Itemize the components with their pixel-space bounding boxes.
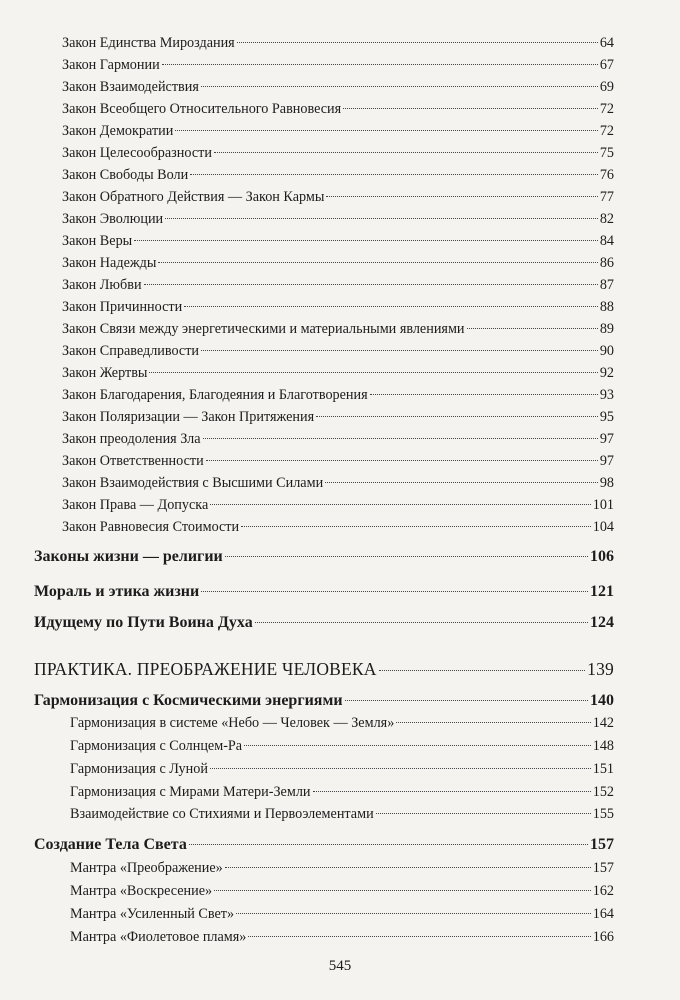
toc-entry-page: 166 (592, 929, 614, 945)
toc-entry-page: 164 (592, 906, 614, 922)
dot-leader (370, 394, 598, 395)
dot-leader (326, 196, 597, 197)
dot-leader (206, 460, 598, 461)
toc-entry-title: Закон Свободы Воли (62, 167, 189, 183)
dot-leader (149, 372, 597, 373)
dot-leader (134, 240, 598, 241)
toc-entry (62, 145, 614, 162)
toc-entry-title: Закон Причинности (62, 299, 183, 315)
dot-leader (396, 722, 590, 723)
toc-entry (70, 860, 614, 877)
toc-entry (70, 929, 614, 946)
toc-section-title: Гармонизация с Космическими энергиями (34, 692, 343, 709)
toc-entry-title: Закон Демократии (62, 123, 174, 139)
toc-entry-page: 84 (599, 233, 614, 249)
toc-entry-page: 67 (599, 57, 614, 73)
dot-leader (313, 791, 591, 792)
toc-entry (62, 321, 614, 338)
toc-section-page: 140 (590, 692, 614, 709)
toc-entry (70, 883, 614, 900)
toc-entry (62, 101, 614, 118)
dot-leader (244, 745, 591, 746)
toc-entry-page: 101 (592, 497, 614, 513)
toc-entry (62, 409, 614, 426)
toc-entry-page: 152 (592, 784, 614, 800)
toc-entry (62, 343, 614, 360)
toc-entry-page: 86 (599, 255, 614, 271)
toc-entry-page: 98 (599, 475, 614, 491)
dot-leader (214, 890, 591, 891)
dot-leader (376, 813, 591, 814)
toc-entry-page: 92 (599, 365, 614, 381)
toc-entry-title: Гармонизация с Солнцем-Ра (70, 738, 243, 754)
toc-entry-page: 142 (592, 715, 614, 731)
dot-leader (189, 844, 588, 845)
toc-entry-page: 87 (599, 277, 614, 293)
toc-entry-title: Гармонизация с Мирами Матери-Земли (70, 784, 311, 800)
toc-entry (62, 211, 614, 228)
toc-entry (62, 123, 614, 140)
toc-section-page: 121 (590, 583, 614, 600)
toc-entry-title: Закон Эволюции (62, 211, 164, 227)
toc-entry-page: 72 (599, 123, 614, 139)
toc-entry-title: Закон Ответственности (62, 453, 204, 469)
dot-leader (214, 152, 598, 153)
dot-leader (467, 328, 598, 329)
toc-entry-page: 97 (599, 453, 614, 469)
toc-entry-page: 89 (599, 321, 614, 337)
toc-entry-title: Закон Целесообразности (62, 145, 212, 161)
toc-entry-title: Закон Единства Мироздания (62, 35, 235, 51)
toc-entry (62, 57, 614, 74)
dot-leader (316, 416, 598, 417)
toc-entry-title: Мантра «Усиленный Свет» (70, 906, 235, 922)
dot-leader (325, 482, 598, 483)
toc-entry (62, 277, 614, 294)
dot-leader (184, 306, 598, 307)
toc-section-title: Идущему по Пути Воина Духа (34, 614, 253, 631)
toc-entry-page: 64 (599, 35, 614, 51)
dot-leader (225, 867, 591, 868)
toc-entry-page: 104 (592, 519, 614, 535)
toc-entry-title: Закон Всеобщего Относительного Равновесия (62, 101, 342, 117)
toc-entry-title: Закон Поляризации — Закон Притяжения (62, 409, 315, 425)
toc-section (34, 614, 614, 632)
dot-leader (203, 438, 598, 439)
toc-entry-title: Закон преодоления Зла (62, 431, 201, 447)
dot-leader (190, 174, 598, 175)
toc-entry-page: 93 (599, 387, 614, 403)
toc-entry (70, 784, 614, 801)
toc-entry (62, 497, 614, 514)
toc-entry-page: 148 (592, 738, 614, 754)
toc-entry-title: Закон Обратного Действия — Закон Кармы (62, 189, 325, 205)
toc-section-page: 106 (590, 548, 614, 565)
dot-leader (201, 350, 598, 351)
toc-section (34, 583, 614, 601)
toc-section-page: 124 (590, 614, 614, 631)
toc-entry-page: 90 (599, 343, 614, 359)
toc-entry-title: Закон Веры (62, 233, 133, 249)
toc-entry (62, 387, 614, 404)
toc-section (34, 548, 614, 566)
toc-entry-title: Закон Надежды (62, 255, 157, 271)
toc-entry-title: Закон Справедливости (62, 343, 200, 359)
toc-entry (62, 189, 614, 206)
toc-entry (62, 299, 614, 316)
toc-entry (62, 475, 614, 492)
dot-leader (144, 284, 598, 285)
toc-entry-title: Мантра «Преображение» (70, 860, 223, 876)
toc-entry-title: Закон Взаимодействия (62, 79, 199, 95)
toc-section-title: Мораль и этика жизни (34, 583, 200, 600)
dot-leader (201, 86, 598, 87)
toc-entry-page: 157 (592, 860, 614, 876)
toc-entry-title: Взаимодействие со Стихиями и Первоэлементами (70, 806, 374, 822)
toc-entry-title: Закон Гармонии (62, 57, 160, 73)
toc-section-title: Законы жизни — религии (34, 548, 223, 565)
dot-leader (255, 622, 588, 623)
toc-entry (62, 519, 614, 536)
dot-leader (175, 130, 597, 131)
toc-section-title: Создание Тела Света (34, 836, 187, 853)
dot-leader (225, 556, 588, 557)
toc-part-title: ПРАКТИКА. ПРЕОБРАЖЕНИЕ ЧЕЛОВЕКА (34, 659, 377, 679)
toc-section-page: 157 (590, 836, 614, 853)
dot-leader (165, 218, 598, 219)
toc-entry (62, 255, 614, 272)
toc-entry-page: 162 (592, 883, 614, 899)
toc-entry (70, 738, 614, 755)
page-number: 545 (328, 958, 352, 974)
dot-leader (345, 700, 588, 701)
toc-entry-page: 76 (599, 167, 614, 183)
toc-part-page: 139 (587, 659, 614, 679)
toc-entry-page: 95 (599, 409, 614, 425)
toc-entry (62, 453, 614, 470)
toc-entry-title: Мантра «Воскресение» (70, 883, 213, 899)
toc-entry (62, 365, 614, 382)
dot-leader (248, 936, 590, 937)
toc-entry-title: Закон Благодарения, Благодеяния и Благотворения (62, 387, 368, 403)
toc-entry-page: 69 (599, 79, 614, 95)
toc-entry (70, 715, 614, 732)
toc-entry-title: Закон Связи между энергетическими и материальными явлениями (62, 321, 465, 337)
toc-entry-title: Гармонизация в системе «Небо — Человек — Земля» (70, 715, 395, 731)
dot-leader (343, 108, 598, 109)
toc-entry (62, 79, 614, 96)
toc-entry-title: Закон Равновесия Стоимости (62, 519, 240, 535)
toc-entry-title: Закон Любви (62, 277, 142, 293)
toc-entry-page: 75 (599, 145, 614, 161)
toc-entry-title: Мантра «Фиолетовое пламя» (70, 929, 247, 945)
toc-entry-page: 97 (599, 431, 614, 447)
toc-entry-title: Гармонизация с Луной (70, 761, 208, 777)
toc-entry (62, 35, 614, 52)
toc-entry-page: 82 (599, 211, 614, 227)
toc-entry (62, 167, 614, 184)
toc-entry-page: 72 (599, 101, 614, 117)
toc-entry-title: Закон Жертвы (62, 365, 148, 381)
dot-leader (201, 591, 588, 592)
dot-leader (158, 262, 597, 263)
toc-entry (70, 761, 614, 778)
toc-entry-page: 155 (592, 806, 614, 822)
dot-leader (241, 526, 591, 527)
dot-leader (236, 913, 591, 914)
dot-leader (379, 670, 586, 671)
toc-entry (62, 431, 614, 448)
toc-entry (70, 806, 614, 823)
dot-leader (210, 768, 591, 769)
toc-entry (70, 906, 614, 923)
toc-entry-page: 77 (599, 189, 614, 205)
dot-leader (237, 42, 598, 43)
toc-entry-page: 88 (599, 299, 614, 315)
toc-entry (62, 233, 614, 250)
toc-entry-title: Закон Права — Допуска (62, 497, 209, 513)
toc-section (34, 692, 614, 710)
toc-part (34, 659, 614, 680)
toc-entry-title: Закон Взаимодействия с Высшими Силами (62, 475, 324, 491)
toc-entry-page: 151 (592, 761, 614, 777)
toc-section (34, 836, 614, 854)
dot-leader (210, 504, 590, 505)
dot-leader (162, 64, 598, 65)
